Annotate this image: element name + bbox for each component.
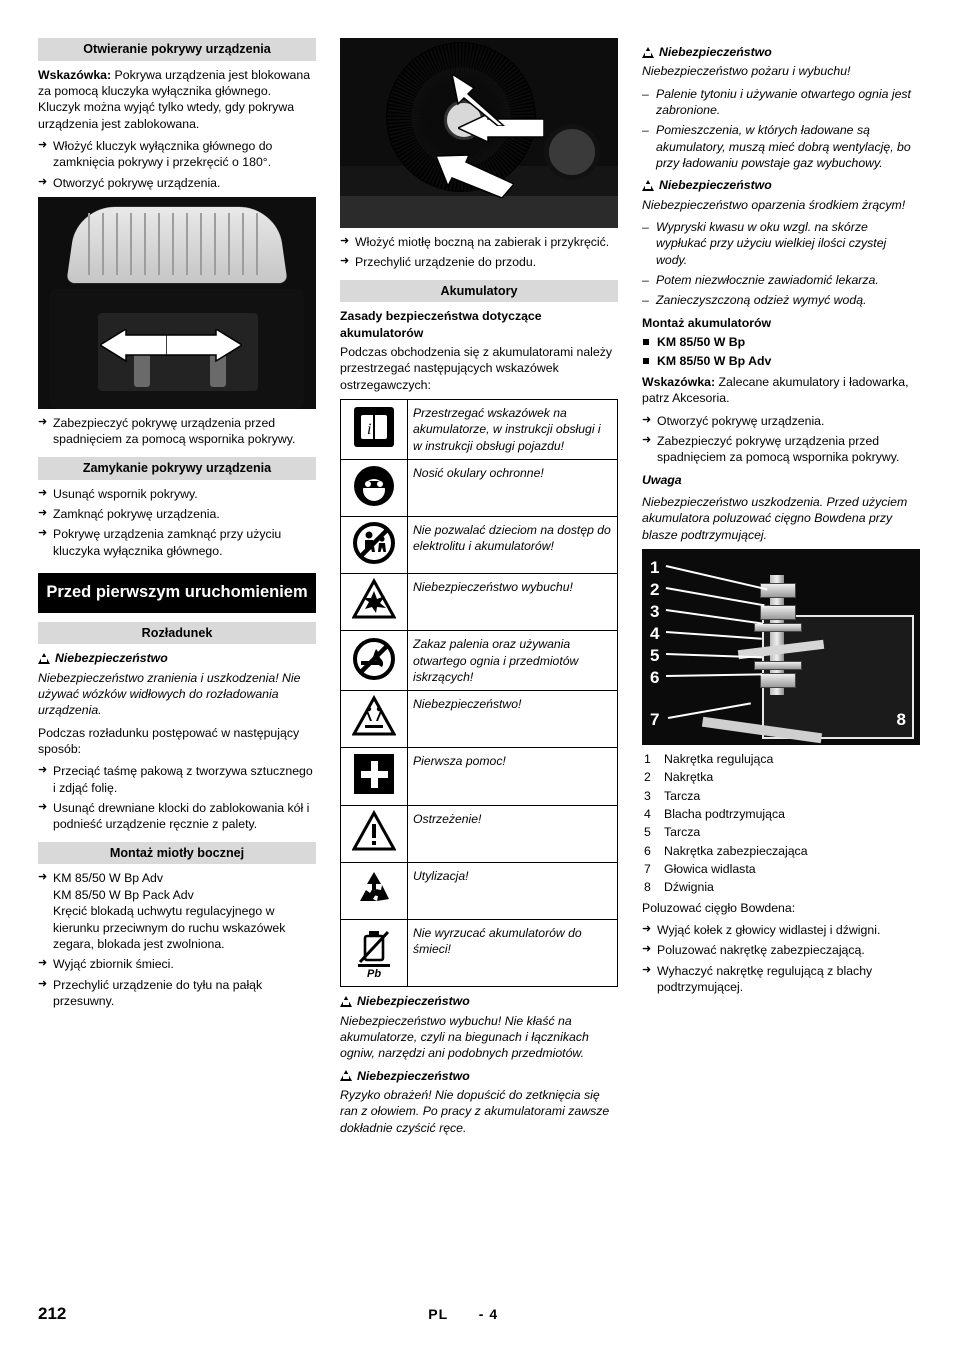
danger-text-explosion: Niebezpieczeństwo wybuchu! Nie kłaść na akumulatorze, czyli na biegunach i łącznikach ogniw, narzędzi ani podobnych przedmiotów.: [340, 1013, 589, 1061]
steps-unloading: [38, 763, 316, 832]
symbol-text: Ostrzeżenie!: [408, 805, 618, 862]
model-name-2: KM 85/50 W Bp Pack Adv: [53, 887, 194, 902]
danger-heading-explosion: [340, 993, 618, 1009]
no-trash-icon: [341, 919, 408, 986]
list-item: ➜ Przechylić urządzenie do przodu.: [340, 254, 618, 270]
battery-symbols-table: [340, 399, 618, 987]
callout-4: 4: [650, 623, 660, 643]
symbol-text: Zakaz palenia oraz używania otwartego ognia i przedmiotów iskrzących!: [408, 631, 618, 691]
arrow-indicator-right: [166, 329, 242, 369]
steps-bowden: [642, 922, 920, 995]
list-item: ➜ Usunąć drewniane klocki do zablokowania kół i podnieść urządzenie ręcznie z palety.: [38, 800, 316, 833]
list-item: ➜ Przechylić urządzenie do tyłu na pałąk przesuwny.: [38, 977, 316, 1010]
subheading-battery-safety: Zasady bezpieczeństwa dotyczące akumulatorów: [340, 309, 542, 340]
caution-label: Uwaga: [642, 472, 682, 487]
callout-7: 7: [650, 709, 660, 729]
leader-line-2: [666, 587, 765, 606]
language-code: PL: [428, 1306, 448, 1323]
right-column: [642, 38, 920, 1253]
hood-ribs: [88, 213, 266, 275]
table-row: [341, 862, 618, 919]
note-open-hood: [38, 67, 316, 132]
danger-label: Niebezpieczeństwo: [357, 1068, 470, 1083]
danger-fire-list: [642, 86, 920, 172]
danger-fire-title: Niebezpieczeństwo pożaru i wybuchu!: [642, 64, 851, 79]
danger-heading-unloading: [38, 650, 316, 666]
leader-line-7: [668, 702, 751, 718]
figure-legend: [642, 751, 920, 896]
page-ref: - 4: [478, 1306, 499, 1323]
danger-label: Niebezpieczeństwo: [659, 45, 772, 59]
figure-bowden-cable: [642, 549, 920, 745]
safety-goggles-icon: [341, 459, 408, 516]
callout-1: 1: [650, 557, 660, 577]
callout-3: 3: [650, 601, 660, 621]
chapter-title-before-first-use: Przed pierwszym uruchomieniem: [38, 573, 316, 613]
table-row: [341, 459, 618, 516]
footer-center: [66, 1305, 860, 1324]
list-item: – Potem niezwłocznie zawiadomić lekarza.: [642, 272, 920, 288]
washer-lower: [754, 661, 802, 670]
list-item: ➜ Poluzować nakrętkę zabezpieczającą.: [642, 942, 920, 958]
table-row: [341, 748, 618, 805]
recycling-icon: [341, 862, 408, 919]
steps-side-brush-fit: [340, 234, 618, 271]
list-item: ➜ Otworzyć pokrywę urządzenia.: [642, 413, 920, 429]
note-battery: [642, 374, 920, 407]
figure-open-hood: [38, 197, 316, 409]
note-label: Wskazówka:: [642, 374, 716, 389]
bowden-intro: Poluzować cięgło Bowdena:: [642, 900, 796, 915]
warning-triangle-icon: [341, 805, 408, 862]
steps-side-brush: [38, 870, 316, 1009]
three-column-layout: [38, 38, 920, 1253]
list-item: Tarcza: [664, 825, 701, 840]
section-header-side-brush-mount: Montaż miotły bocznej: [38, 842, 316, 865]
symbol-text: Nie wyrzucać akumulatorów do śmieci!: [408, 919, 618, 986]
nut: [760, 605, 796, 620]
steps-close-hood: [38, 486, 316, 559]
table-row: [341, 400, 618, 460]
adjusting-nut: [760, 583, 796, 598]
list-item: ➜ Przeciąć taśmę pakową z tworzywa sztucznego i zdjąć folię.: [38, 763, 316, 796]
washer-upper: [754, 623, 802, 632]
list-item: Nakrętka zabezpieczająca: [664, 843, 808, 858]
corrosive-acid-icon: [341, 691, 408, 748]
list-item: Nakrętka: [664, 770, 714, 785]
list-item: ➜ Włożyć miotłę boczną na zabierak i przykręcić.: [340, 234, 618, 250]
danger-acid-list: [642, 219, 920, 309]
list-item: Blacha podtrzymująca: [664, 806, 785, 821]
note-label: Wskazówka:: [38, 67, 112, 82]
list-item: – Pomieszczenia, w których ładowane są akumulatory, muszą mieć dobrą wentylację, bo przy ładowaniu powstaje gaz wybuchowy.: [642, 122, 920, 171]
warning-triangle-icon: [340, 996, 352, 1007]
svg-text:i: i: [367, 421, 372, 439]
table-row: [341, 805, 618, 862]
symbol-text: Niebezpieczeństwo!: [408, 691, 618, 748]
no-children-icon: [341, 517, 408, 574]
table-row: [341, 631, 618, 691]
battery-model-list: [642, 334, 920, 369]
left-column: [38, 38, 316, 1253]
list-item: ➜ Otworzyć pokrywę urządzenia.: [38, 175, 316, 191]
list-item: – Wypryski kwasu w oku wzgl. na skórze wypłukać przy użyciu wielkiej ilości czystej wody.: [642, 219, 920, 268]
list-item: ➜ Wyjąć zbiornik śmieci.: [38, 956, 316, 972]
danger-label: Niebezpieczeństwo: [659, 178, 772, 193]
section-header-unloading: Rozładunek: [38, 622, 316, 645]
symbol-text: Przestrzegać wskazówek na akumulatorze, w instrukcji obsługi i w instrukcji obsługi pojazdu!: [408, 400, 618, 460]
list-item: ➜ Wyjąć kołek z głowicy widlastej i dźwigni.: [642, 922, 920, 938]
svg-text:Pb: Pb: [367, 967, 382, 978]
list-item: – Palenie tytoniu i używanie otwartego ognia jest zabronione.: [642, 86, 920, 119]
middle-column: [340, 38, 618, 1253]
note-text: Zalecane akumulatory i ładowarka, patrz Akcesoria.: [642, 374, 909, 406]
list-item: Tarcza: [664, 788, 701, 803]
table-row: [341, 691, 618, 748]
danger-heading-injury: [340, 1068, 618, 1084]
list-item: [38, 870, 316, 952]
leader-line-6: [666, 673, 762, 676]
arrow-indicator-left: [100, 329, 176, 369]
danger-acid-title: Niebezpieczeństwo oparzenia środkiem żrącym!: [642, 197, 906, 212]
leader-line-3: [666, 609, 763, 624]
side-brush-text: Kręcić blokadą uchwytu regulacyjnego w kierunku przeciwnym do ruchu wskazówek zegara, blokada jest zwolniona.: [53, 904, 286, 951]
page-number: 212: [38, 1304, 67, 1324]
caution-text: Niebezpieczeństwo uszkodzenia. Przed użyciem akumulatora poluzować cięgno Bowdena przy blasze podtrzymującej.: [642, 494, 908, 542]
page-footer: [38, 1303, 920, 1326]
machine-wheel: [544, 124, 600, 180]
danger-label: Niebezpieczeństwo: [55, 651, 168, 666]
list-item: ➜ Zabezpieczyć pokrywę urządzenia przed spadnięciem za pomocą wspornika pokrywy.: [38, 415, 316, 448]
callout-5: 5: [650, 645, 660, 665]
danger-heading-acid: [642, 177, 920, 193]
warning-triangle-icon: [38, 653, 50, 664]
callout-6: 6: [650, 667, 660, 687]
danger-text-unloading: Niebezpieczeństwo zranienia i uszkodzenia! Nie używać wózków widłowych do rozładowania urządzenia.: [38, 670, 301, 718]
list-item: ➜ Zabezpieczyć pokrywę urządzenia przed spadnięciem za pomocą wspornika pokrywy.: [642, 433, 920, 466]
list-item: ➜ Wyhaczyć nakrętkę regulującą z blachy podtrzymującej.: [642, 963, 920, 996]
section-header-batteries: Akumulatory: [340, 280, 618, 303]
symbol-text: Pierwsza pomoc!: [408, 748, 618, 805]
symbol-text: Nosić okulary ochronne!: [408, 459, 618, 516]
section-header-close-hood: Zamykanie pokrywy urządzenia: [38, 457, 316, 480]
danger-heading-fire: [642, 44, 920, 60]
symbol-text: Nie pozwalać dzieciom na dostęp do elektrolitu i akumulatorów!: [408, 517, 618, 574]
steps-open-hood: [38, 138, 316, 191]
leader-line-1: [666, 565, 768, 590]
list-item: – Zanieczyszczoną odzież wymyć wodą.: [642, 292, 920, 308]
figure-side-brush: [340, 38, 618, 228]
callout-8: 8: [896, 709, 906, 729]
manual-book-icon: [341, 400, 408, 460]
symbol-text: Niebezpieczeństwo wybuchu!: [408, 574, 618, 631]
list-item: KM 85/50 W Bp Adv: [642, 353, 920, 369]
note-text: Pokrywa urządzenia jest blokowana za pomocą kluczyka wyłącznika głównego. Kluczyk można wyjąć tylko wtedy, gdy pokrywa urządzenia jest zablokowana.: [38, 67, 311, 131]
list-item: Nakrętka regulująca: [664, 751, 774, 766]
steps-battery-mount: [642, 413, 920, 466]
list-item: Dźwignia: [664, 880, 714, 895]
arrow-indicator-brush-lower: [436, 150, 514, 198]
steps-secure-hood: [38, 415, 316, 448]
arrow-indicator-brush-upper: [452, 74, 512, 126]
list-item: ➜ Zamknąć pokrywę urządzenia.: [38, 506, 316, 522]
leader-line-4: [666, 631, 762, 639]
table-row: [341, 574, 618, 631]
danger-label: Niebezpieczeństwo: [357, 994, 470, 1009]
lock-nut: [760, 673, 796, 688]
list-item: ➜ Pokrywę urządzenia zamknąć przy użyciu kluczyka wyłącznika głównego.: [38, 526, 316, 559]
warning-triangle-icon: [642, 180, 654, 191]
unloading-intro: Podczas rozładunku postępować w następujący sposób:: [38, 725, 300, 757]
warning-triangle-icon: [642, 47, 654, 58]
warning-triangle-icon: [340, 1070, 352, 1081]
list-item: ➜ Usunąć wspornik pokrywy.: [38, 486, 316, 502]
battery-safety-intro: Podczas obchodzenia się z akumulatorami należy przestrzegać następujących wskazówek ostrzegawczych:: [340, 345, 613, 392]
table-row: [341, 919, 618, 986]
list-item: KM 85/50 W Bp: [642, 334, 920, 350]
table-row: [341, 517, 618, 574]
danger-text-injury: Ryzyko obrażeń! Nie dopuścić do zetknięcia się ran z ołowiem. Po pracy z akumulatorami zawsze dokładnie czyścić ręce.: [340, 1087, 610, 1135]
model-name-1: KM 85/50 W Bp Adv: [53, 871, 164, 886]
symbol-text: Utylizacja!: [408, 862, 618, 919]
list-item: Głowica widlasta: [664, 862, 756, 876]
list-item: ➜ Włożyć kluczyk wyłącznika głównego do zamknięcia pokrywy i przekręcić o 180°.: [38, 138, 316, 171]
section-header-open-hood: Otwieranie pokrywy urządzenia: [38, 38, 316, 61]
first-aid-icon: [341, 748, 408, 805]
callout-2: 2: [650, 579, 660, 599]
explosion-hazard-icon: [341, 574, 408, 631]
subheading-battery-mount: Montaż akumulatorów: [642, 315, 772, 330]
no-fire-no-smoking-icon: [341, 631, 408, 691]
